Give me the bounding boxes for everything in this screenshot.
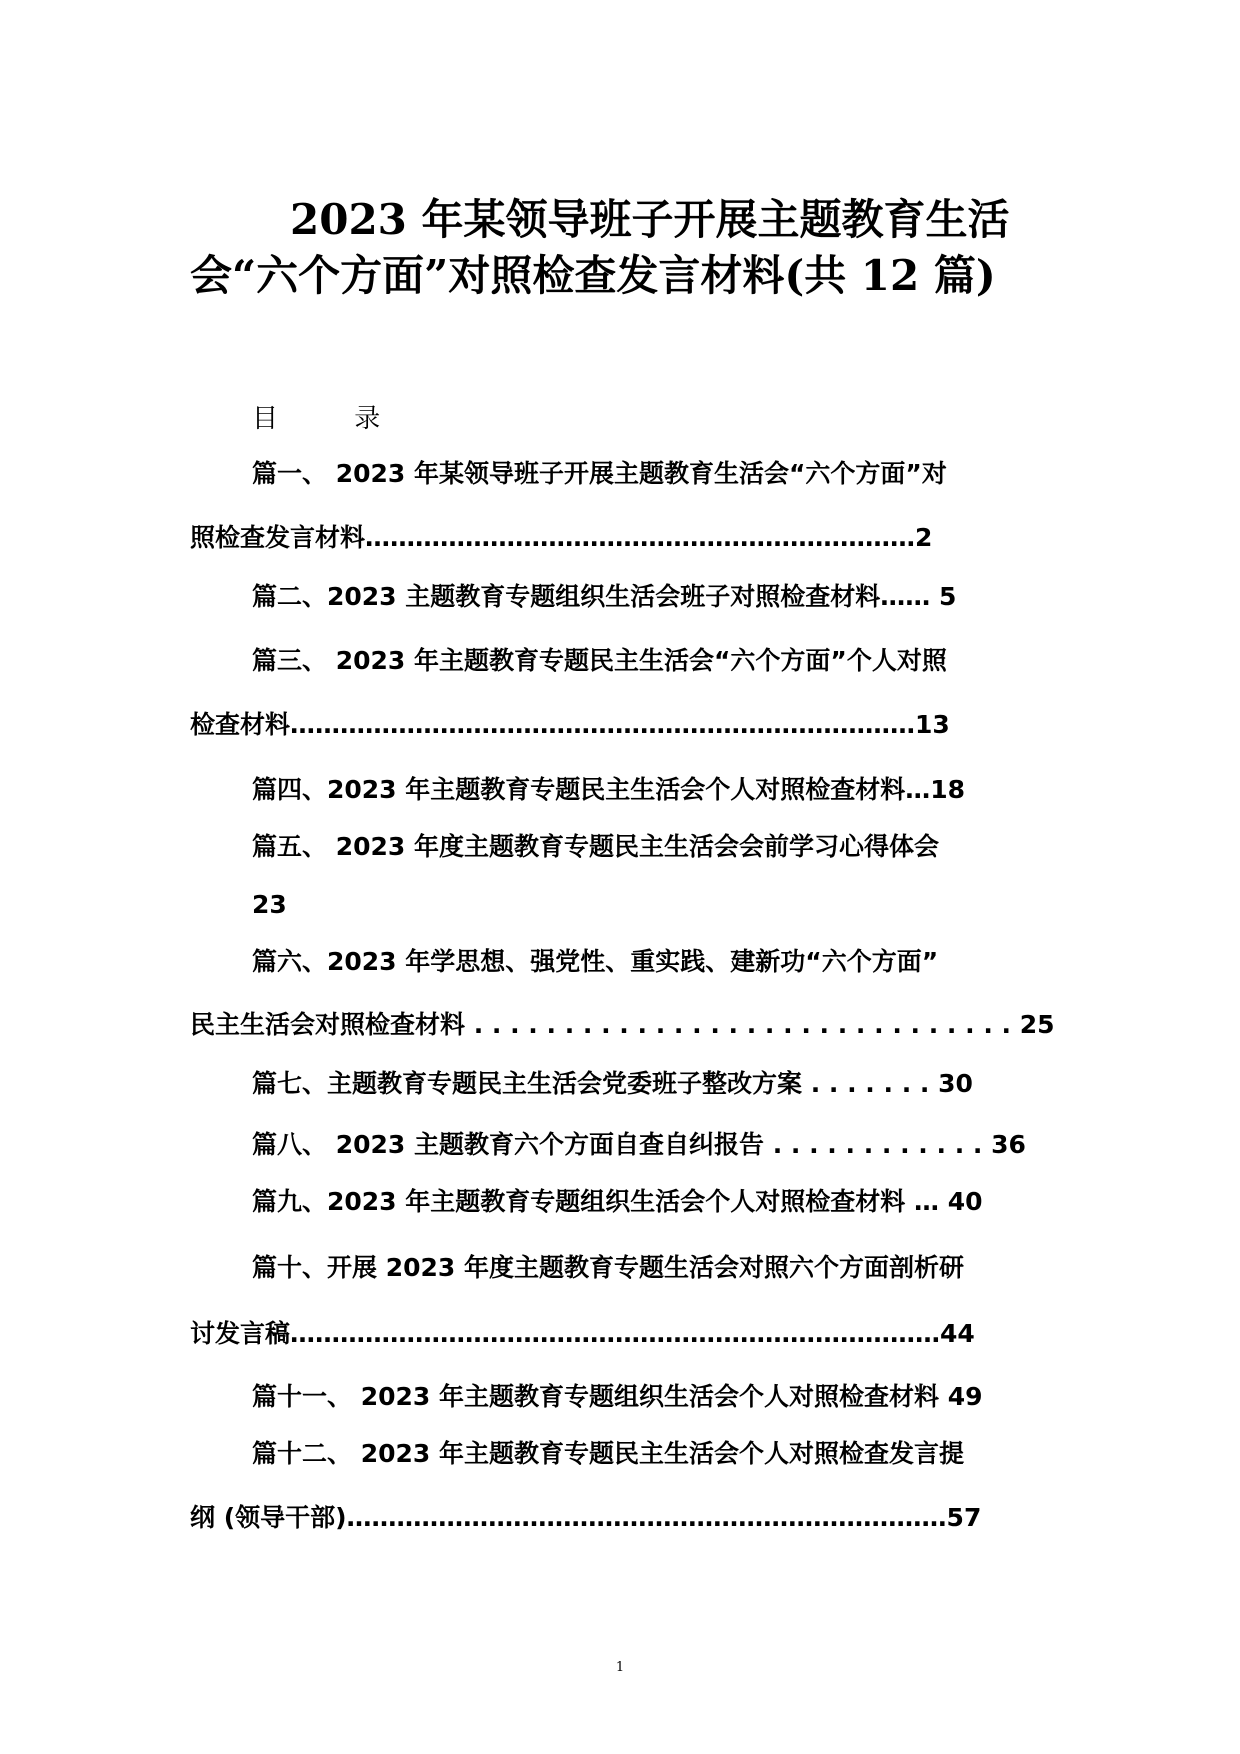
toc-entry-6-line-2[interactable]: 民主生活会对照检查材料 . . . . . . . . . . . . . . . . . . . . . . . . . . . . . . 25: [190, 1010, 1055, 1039]
toc-entry-10-line-1[interactable]: 篇十、开展 2023 年度主题教育专题生活会对照六个方面剖析研: [252, 1253, 964, 1282]
toc-entry-11[interactable]: 篇十一、 2023 年主题教育专题组织生活会个人对照检查材料 49: [252, 1382, 983, 1411]
toc-entry-5-line-1[interactable]: 篇五、 2023 年度主题教育专题民主生活会会前学习心得体会: [252, 832, 939, 861]
toc-entry-6-line-1[interactable]: 篇六、2023 年学思想、强党性、重实践、建新功“六个方面”: [252, 947, 939, 976]
toc-entry-7[interactable]: 篇七、主题教育专题民主生活会党委班子整改方案 . . . . . . . 30: [252, 1069, 973, 1098]
toc-entry-1-line-1[interactable]: 篇一、 2023 年某领导班子开展主题教育生活会“六个方面”对: [252, 459, 947, 488]
toc-entry-10-line-2[interactable]: 讨发言稿……………………………………………………………………44: [190, 1319, 975, 1348]
toc-entry-9[interactable]: 篇九、2023 年主题教育专题组织生活会个人对照检查材料 … 40: [252, 1187, 983, 1216]
page-number: 1: [615, 1660, 625, 1675]
document-title: 2023 年某领导班子开展主题教育生活会“六个方面”对照检查发言材料(共 12 篇): [190, 195, 1010, 300]
toc-entry-8[interactable]: 篇八、 2023 主题教育六个方面自查自纠报告 . . . . . . . . . . . . 36: [252, 1130, 1026, 1159]
toc-entry-1-line-2[interactable]: 照检查发言材料…………………………………………………………2: [190, 523, 933, 552]
toc-entry-3-line-2[interactable]: 检查材料…………………………………………………………………13: [190, 710, 950, 739]
toc-entry-12-line-1[interactable]: 篇十二、 2023 年主题教育专题民主生活会个人对照检查发言提: [252, 1439, 964, 1468]
toc-entry-4[interactable]: 篇四、2023 年主题教育专题民主生活会个人对照检查材料…18: [252, 775, 966, 804]
toc-entry-5-line-2[interactable]: 23: [252, 890, 287, 919]
toc-heading: 目 录: [252, 404, 415, 434]
toc-entry-2[interactable]: 篇二、2023 主题教育专题组织生活会班子对照检查材料…… 5: [252, 582, 957, 611]
toc-entry-3-line-1[interactable]: 篇三、 2023 年主题教育专题民主生活会“六个方面”个人对照: [252, 646, 947, 675]
toc-entry-12-line-2[interactable]: 纲 (领导干部)………………………………………………………………57: [190, 1503, 982, 1532]
